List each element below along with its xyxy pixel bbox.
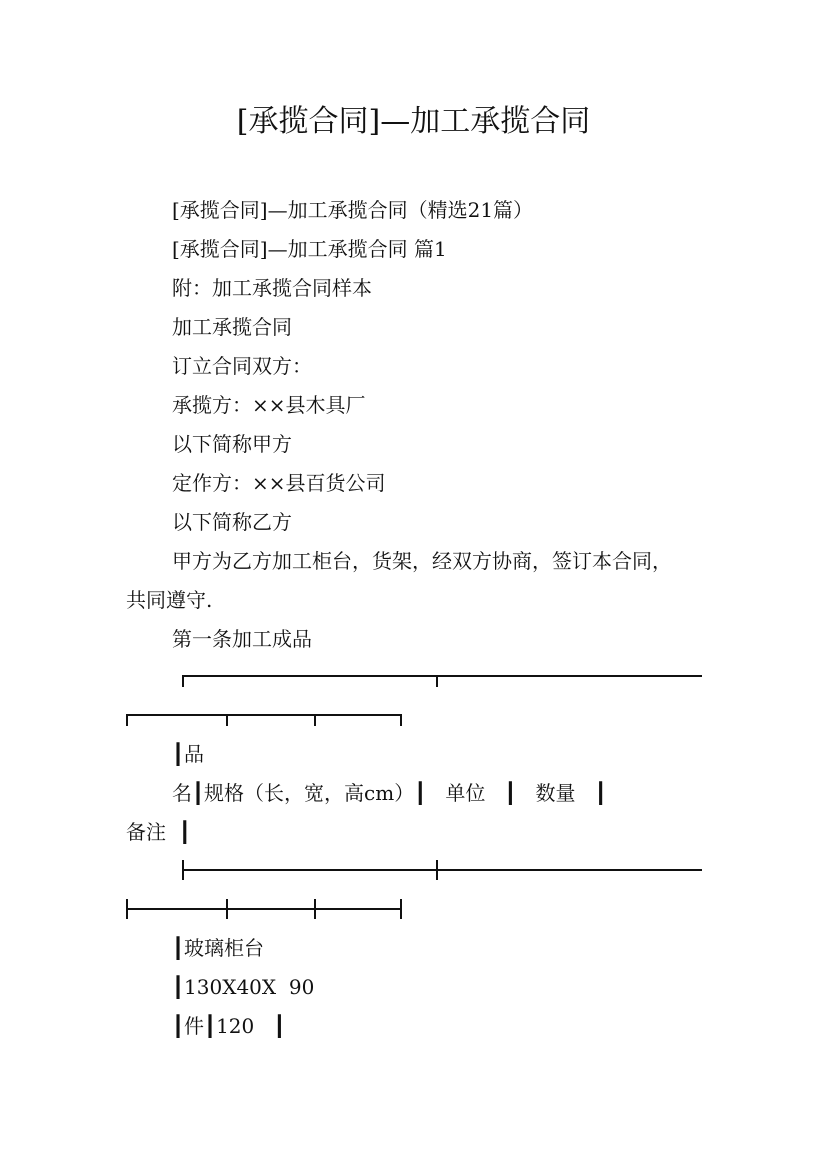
paragraph: 甲方为乙方加工柜台，货架，经双方协商，签订本合同，: [172, 549, 672, 573]
paragraph: 附：加工承揽合同样本: [172, 276, 372, 300]
paragraph: 定作方：××县百货公司: [172, 471, 386, 495]
table-row: ┃玻璃柜台: [172, 936, 265, 960]
paragraph: [承揽合同]—加工承揽合同（精选21篇）: [172, 198, 534, 222]
paragraph: [承揽合同]—加工承揽合同 篇1: [172, 237, 447, 261]
paragraph: 承揽方：××县木具厂: [172, 393, 366, 417]
paragraph: 共同遵守.: [126, 588, 213, 612]
table-row: ┃品: [172, 742, 205, 766]
paragraph: 以下简称甲方: [172, 432, 292, 456]
table-row: ┃130X40X 90: [172, 975, 315, 999]
paragraph: 第一条加工成品: [172, 627, 312, 651]
table-row: 备注 ┃: [126, 820, 191, 844]
paragraph: 加工承揽合同: [172, 315, 292, 339]
paragraph: 订立合同双方：: [172, 354, 312, 378]
table-row: 名┃规格（长，宽，高cm）┃ 单位 ┃ 数量 ┃: [172, 781, 607, 805]
paragraph: 以下简称乙方: [172, 510, 292, 534]
table-row: ┃件┃120 ┃: [172, 1014, 286, 1038]
document-title: [承揽合同]—加工承揽合同: [236, 104, 591, 139]
